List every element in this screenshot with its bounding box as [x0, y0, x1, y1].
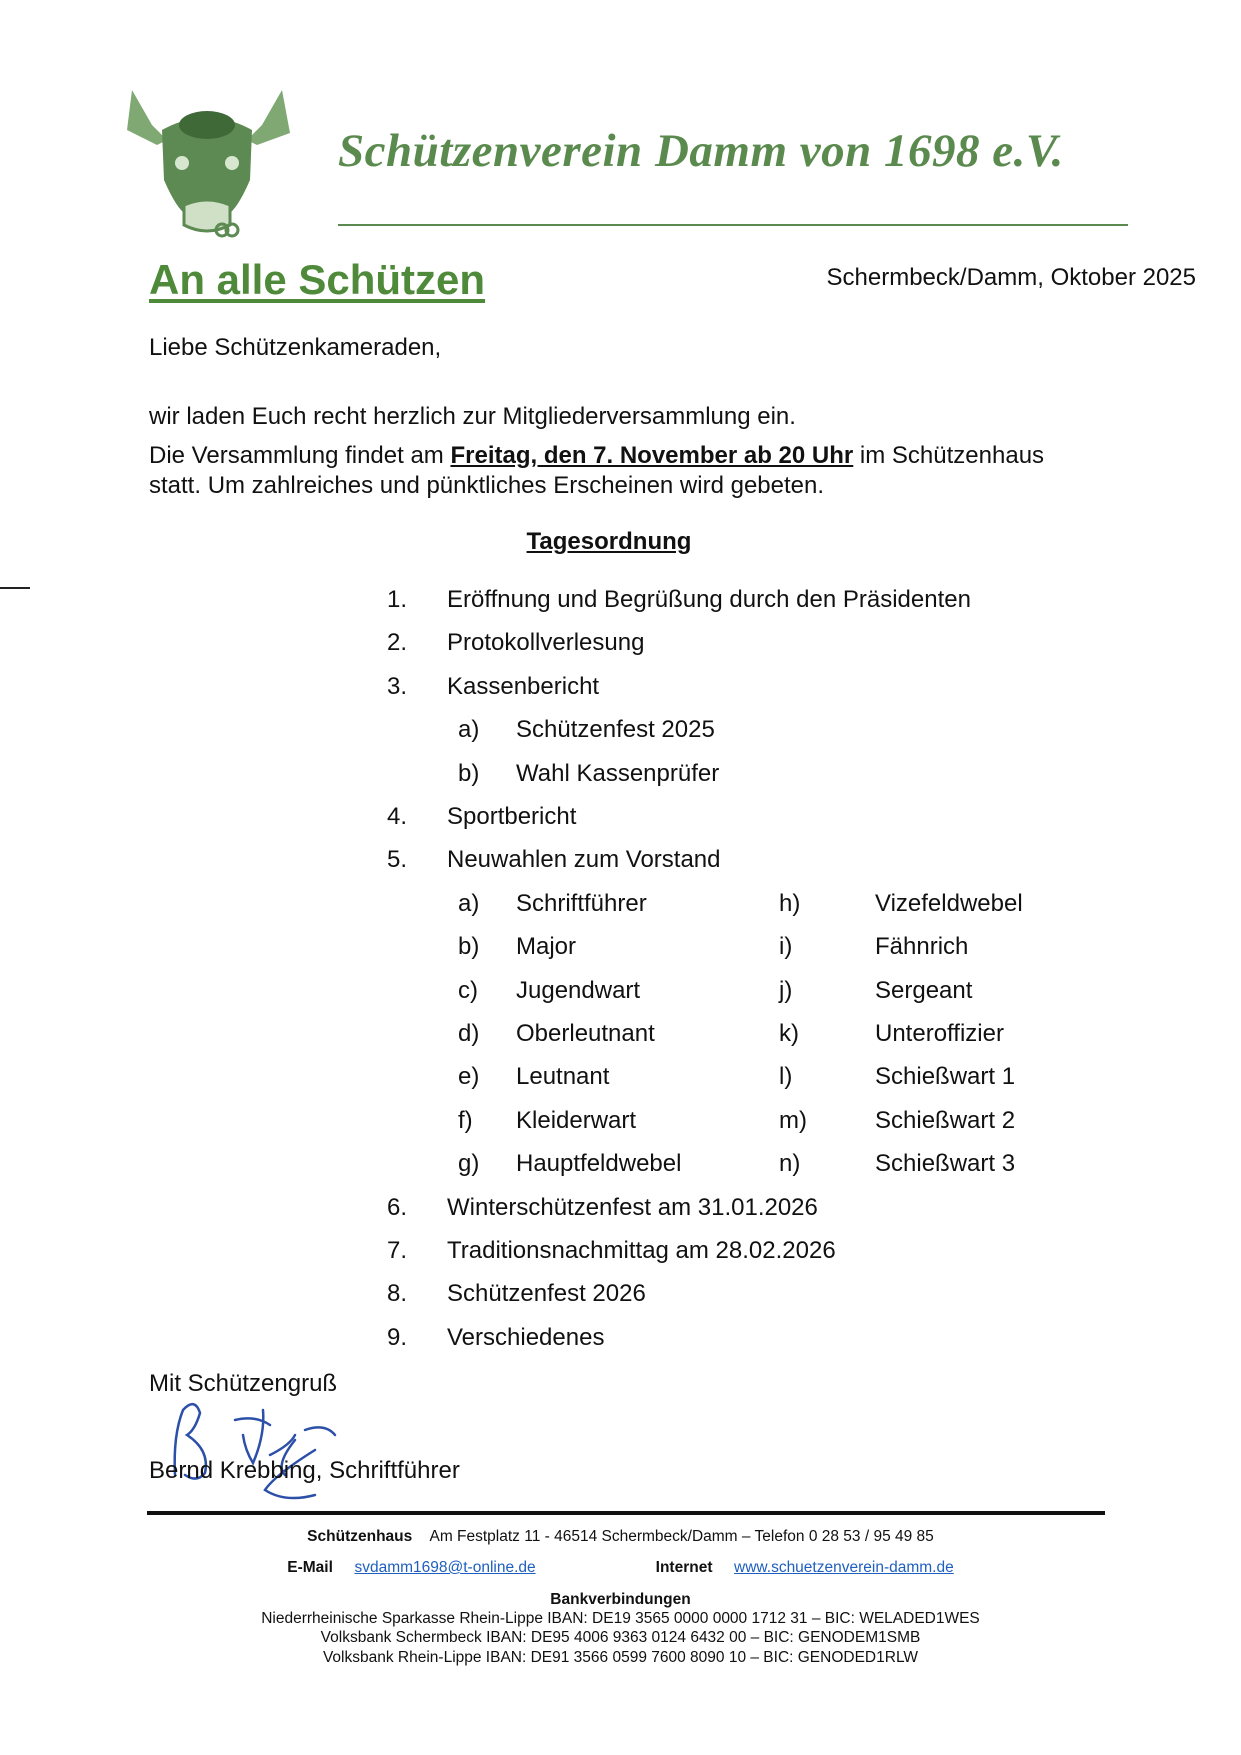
- agenda-item-label: Winterschützenfest am 31.01.2026: [447, 1193, 818, 1221]
- election-letter: m): [779, 1106, 807, 1134]
- agenda-item-number: 1.: [387, 586, 408, 613]
- header-divider: [338, 224, 1128, 226]
- date-line: Schermbeck/Damm, Oktober 2025: [826, 264, 1196, 291]
- subitem-label: Schützenfest 2025: [516, 716, 715, 744]
- agenda-item-number: 5.: [387, 846, 408, 874]
- paragraph-attendance: statt. Um zahlreiches und pünktliches Erscheinen wird gebeten.: [149, 472, 825, 499]
- agenda-item-number: 3.: [387, 672, 408, 700]
- election-letter: d): [458, 1020, 480, 1047]
- election-office: Schießwart 1: [875, 1063, 1016, 1091]
- footer-divider: [147, 1511, 1105, 1515]
- election-letter: g): [458, 1150, 480, 1178]
- election-letter: f): [458, 1106, 473, 1134]
- election-office: Hauptfeldwebel: [516, 1150, 682, 1178]
- paragraph-invite: wir laden Euch recht herzlich zur Mitgliederversammlung ein.: [149, 403, 796, 430]
- subitem-letter: a): [458, 716, 480, 744]
- election-office: Kleiderwart: [516, 1106, 637, 1134]
- agenda-item-number: 2.: [387, 629, 408, 657]
- agenda-item-label: Kassenbericht: [447, 672, 600, 700]
- election-office: Schießwart 2: [875, 1106, 1016, 1134]
- election-office: Unteroffizier: [875, 1020, 1004, 1047]
- footer-contact: [0, 1559, 1241, 1577]
- email-link[interactable]: svdamm1698@t-online.de: [354, 1559, 536, 1576]
- agenda-item-label: Verschiedenes: [447, 1323, 605, 1351]
- closing-greeting: Mit Schützengruß: [149, 1370, 338, 1397]
- text: im Schützenhaus: [853, 442, 1045, 469]
- website-link[interactable]: www.schuetzenverein-damm.de: [734, 1559, 954, 1576]
- election-letter: i): [779, 933, 793, 961]
- election-office: Leutnant: [516, 1063, 610, 1091]
- agenda-item-label: Traditionsnachmittag am 28.02.2026: [447, 1237, 836, 1264]
- agenda-item-number: 9.: [387, 1323, 408, 1351]
- agenda-item-number: 6.: [387, 1193, 408, 1221]
- margin-mark: [0, 587, 30, 589]
- election-office: Oberleutnant: [516, 1020, 655, 1047]
- election-letter: c): [458, 976, 478, 1004]
- agenda-item-label: Protokollverlesung: [447, 629, 645, 657]
- agenda-item-number: 8.: [387, 1280, 408, 1308]
- election-letter: b): [458, 933, 480, 961]
- subitem-letter: b): [458, 759, 480, 787]
- signature: [165, 1395, 365, 1505]
- page-heading: An alle Schützen: [149, 256, 486, 303]
- election-office: Sergeant: [875, 976, 973, 1004]
- address: Am Festplatz 11 - 46514 Schermbeck/Damm – Telefon 0 28 53 / 95 49 85: [429, 1528, 934, 1545]
- election-letter: l): [779, 1063, 793, 1091]
- bull-head-logo: [122, 85, 297, 240]
- election-office: Vizefeldwebel: [875, 889, 1023, 917]
- signer-name: Bernd Krebbing, Schriftführer: [149, 1457, 460, 1484]
- election-office: Jugendwart: [516, 976, 641, 1004]
- text: Die Versammlung findet am: [149, 442, 451, 469]
- agenda-item-number: 7.: [387, 1237, 408, 1264]
- footer-address: [0, 1528, 1241, 1546]
- agenda-item-label: Sportbericht: [447, 803, 577, 830]
- election-office: Fähnrich: [875, 933, 969, 961]
- subitem-label: Wahl Kassenprüfer: [516, 759, 720, 787]
- bank-line: Volksbank Schermbeck IBAN: DE95 4006 9363 0124 6432 00 – BIC: GENODEM1SMB: [320, 1629, 921, 1646]
- agenda-item-label: Eröffnung und Begrüßung durch den Präsidenten: [447, 586, 971, 613]
- paragraph-date: [149, 442, 1044, 470]
- election-letter: n): [779, 1150, 801, 1178]
- election-letter: k): [779, 1020, 799, 1047]
- agenda-item-label: Schützenfest 2026: [447, 1280, 646, 1308]
- election-letter: j): [779, 976, 793, 1004]
- election-letter: a): [458, 889, 480, 917]
- salutation: Liebe Schützenkameraden,: [149, 334, 442, 361]
- election-letter: e): [458, 1063, 480, 1091]
- agenda-item-number: 4.: [387, 803, 408, 830]
- bank-line: Volksbank Rhein-Lippe IBAN: DE91 3566 0599 7600 8090 10 – BIC: GENODED1RLW: [322, 1649, 919, 1666]
- house-label: Schützenhaus: [307, 1528, 413, 1545]
- bank-line: Niederrheinische Sparkasse Rhein-Lippe IBAN: DE19 3565 0000 0000 1712 31 – BIC: WELADED1WES: [261, 1610, 980, 1627]
- election-office: Major: [516, 933, 577, 961]
- internet-label: Internet: [655, 1559, 713, 1576]
- meeting-date: Freitag, den 7. November ab 20 Uhr: [450, 442, 854, 469]
- bank-title: Bankverbindungen: [550, 1591, 691, 1608]
- election-office: Schriftführer: [516, 889, 647, 917]
- org-name: Schützenverein Damm von 1698 e.V.: [338, 125, 1064, 177]
- election-office: Schießwart 3: [875, 1150, 1016, 1178]
- election-letter: h): [779, 889, 801, 917]
- email-label: E-Mail: [287, 1559, 333, 1576]
- agenda-item-label: Neuwahlen zum Vorstand: [447, 846, 721, 874]
- agenda-title: Tagesordnung: [526, 528, 692, 555]
